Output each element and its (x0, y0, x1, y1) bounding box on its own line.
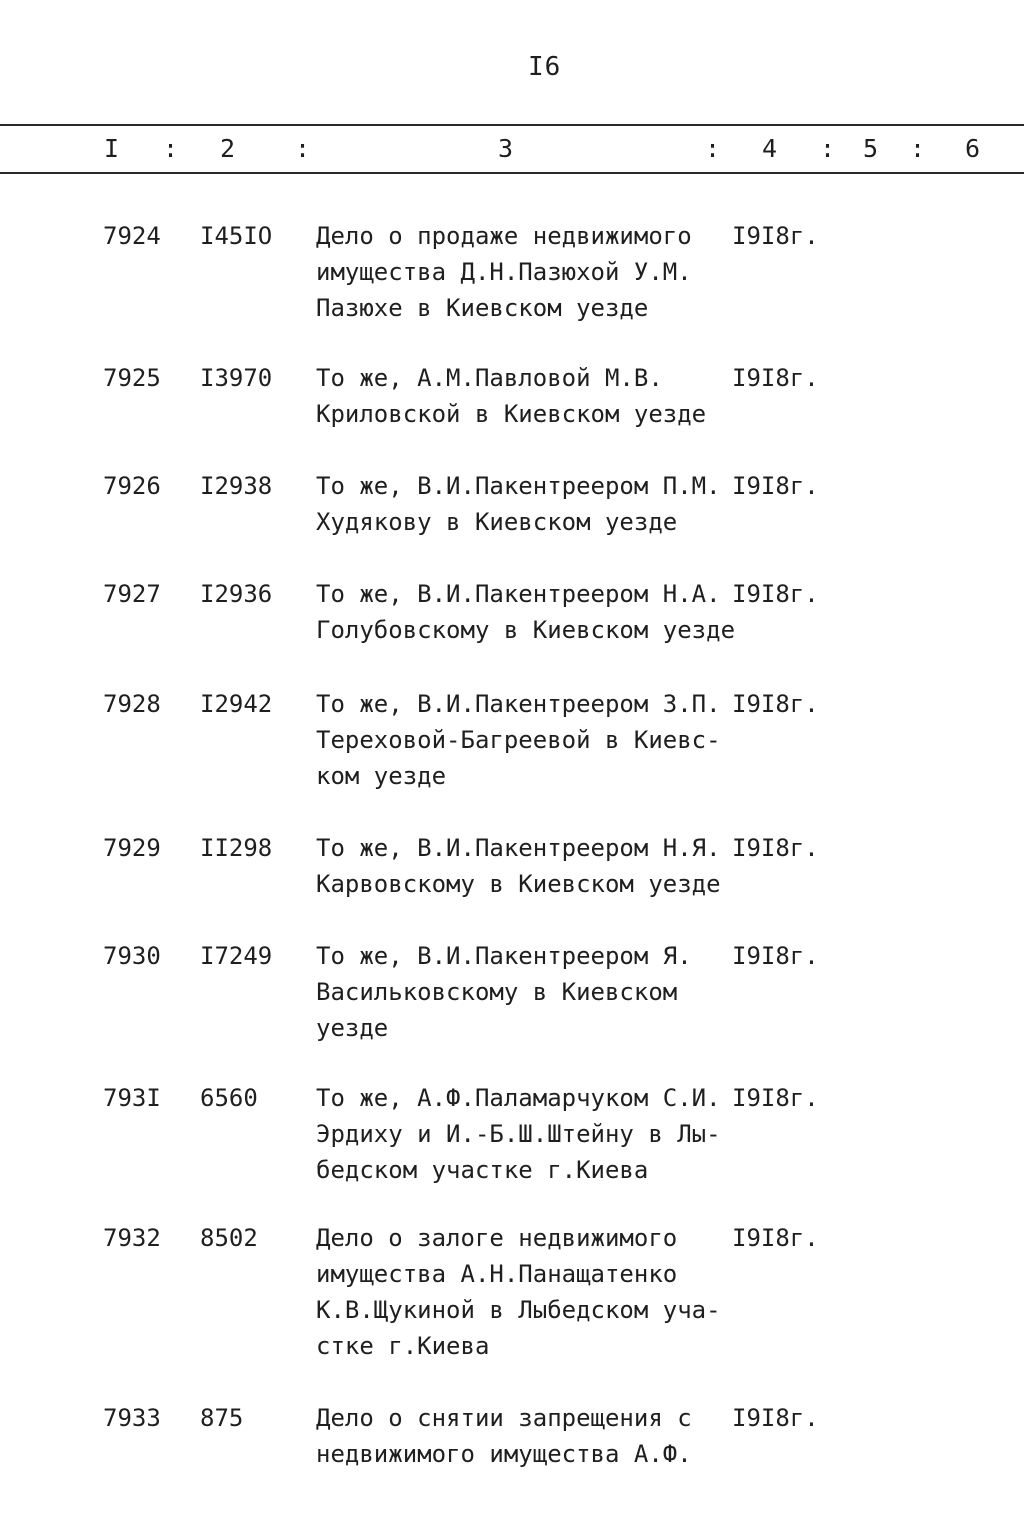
description-line: Дело о снятии запрещения с (316, 1404, 692, 1432)
header-separator: : (910, 134, 926, 163)
record-description (316, 1400, 726, 1472)
record-year: I9I8г. (732, 472, 819, 500)
record-year: I9I8г. (732, 580, 819, 608)
record-number: 7930 (103, 942, 161, 970)
page-number: I6 (528, 52, 562, 82)
description-line: Пазюхе в Киевском уезде (316, 294, 649, 322)
record-year: I9I8г. (732, 222, 819, 250)
record-description (316, 830, 726, 902)
description-line: бедском участке г.Киева (316, 1156, 649, 1184)
header-col-3: 3 (498, 134, 514, 163)
record-old-number: I2936 (200, 580, 273, 608)
record-description (316, 468, 726, 540)
record-old-number: I3970 (200, 364, 273, 392)
record-year: I9I8г. (732, 1084, 819, 1112)
record-number: 7932 (103, 1224, 161, 1252)
description-line: Карвовскому в Киевском уезде (316, 870, 721, 898)
description-line: То же, В.И.Пакентреером Я. (316, 942, 692, 970)
record-number: 7927 (103, 580, 161, 608)
record-description (316, 1080, 726, 1188)
description-line: То же, А.М.Павловой М.В. (316, 364, 663, 392)
description-line: ком уезде (316, 762, 447, 790)
description-line: Голубовскому в Киевском уезде (316, 616, 736, 644)
description-line: имущества Д.Н.Пазюхой У.М. (316, 258, 692, 286)
record-number: 7928 (103, 690, 161, 718)
description-line: имущества А.Н.Панащатенко (316, 1260, 678, 1288)
description-line: Криловской в Киевском уезде (316, 400, 707, 428)
record-number: 7926 (103, 472, 161, 500)
header-col-1: I (104, 134, 120, 163)
record-old-number: I7249 (200, 942, 273, 970)
record-year: I9I8г. (732, 364, 819, 392)
header-separator: : (705, 134, 721, 163)
record-number: 7933 (103, 1404, 161, 1432)
record-old-number: I2938 (200, 472, 273, 500)
description-line: К.В.Щукиной в Лыбедском уча- (316, 1296, 721, 1324)
record-year: I9I8г. (732, 1224, 819, 1252)
description-line: уезде (316, 1014, 389, 1042)
description-line: То же, А.Ф.Паламарчуком С.И. (316, 1084, 721, 1112)
record-number: 7925 (103, 364, 161, 392)
header-separator: : (295, 134, 311, 163)
record-number: 793I (103, 1084, 161, 1112)
record-old-number: 875 (200, 1404, 244, 1432)
record-description (316, 1220, 726, 1364)
record-year: I9I8г. (732, 690, 819, 718)
description-line: То же, В.И.Пакентреером Н.Я. (316, 834, 721, 862)
column-header-row (0, 134, 1024, 168)
header-col-6: 6 (965, 134, 981, 163)
record-description (316, 218, 726, 326)
record-description (316, 686, 726, 794)
record-old-number: I2942 (200, 690, 273, 718)
record-old-number: II298 (200, 834, 273, 862)
record-description (316, 938, 726, 1046)
table-header-rule (0, 172, 1024, 174)
record-old-number: 8502 (200, 1224, 258, 1252)
description-line: Дело о залоге недвижимого (316, 1224, 678, 1252)
description-line: Дело о продаже недвижимого (316, 222, 692, 250)
record-number: 7924 (103, 222, 161, 250)
record-number: 7929 (103, 834, 161, 862)
description-line: То же, В.И.Пакентреером Н.А. (316, 580, 721, 608)
description-line: стке г.Киева (316, 1332, 490, 1360)
record-year: I9I8г. (732, 834, 819, 862)
record-description (316, 576, 736, 648)
record-year: I9I8г. (732, 1404, 819, 1432)
header-col-4: 4 (762, 134, 778, 163)
description-line: недвижимого имущества А.Ф. (316, 1440, 692, 1468)
description-line: Худякову в Киевском уезде (316, 508, 678, 536)
record-year: I9I8г. (732, 942, 819, 970)
header-separator: : (163, 134, 179, 163)
description-line: То же, В.И.Пакентреером П.М. (316, 472, 721, 500)
description-line: То же, В.И.Пакентреером З.П. (316, 690, 721, 718)
description-line: Васильковскому в Киевском (316, 978, 678, 1006)
record-old-number: 6560 (200, 1084, 258, 1112)
header-col-2: 2 (220, 134, 236, 163)
record-description (316, 360, 726, 432)
description-line: Тереховой-Багреевой в Киевс- (316, 726, 721, 754)
record-old-number: I45IO (200, 222, 273, 250)
header-separator: : (820, 134, 836, 163)
table-top-rule (0, 124, 1024, 126)
header-col-5: 5 (863, 134, 879, 163)
description-line: Эрдиху и И.-Б.Ш.Штейну в Лы- (316, 1120, 721, 1148)
